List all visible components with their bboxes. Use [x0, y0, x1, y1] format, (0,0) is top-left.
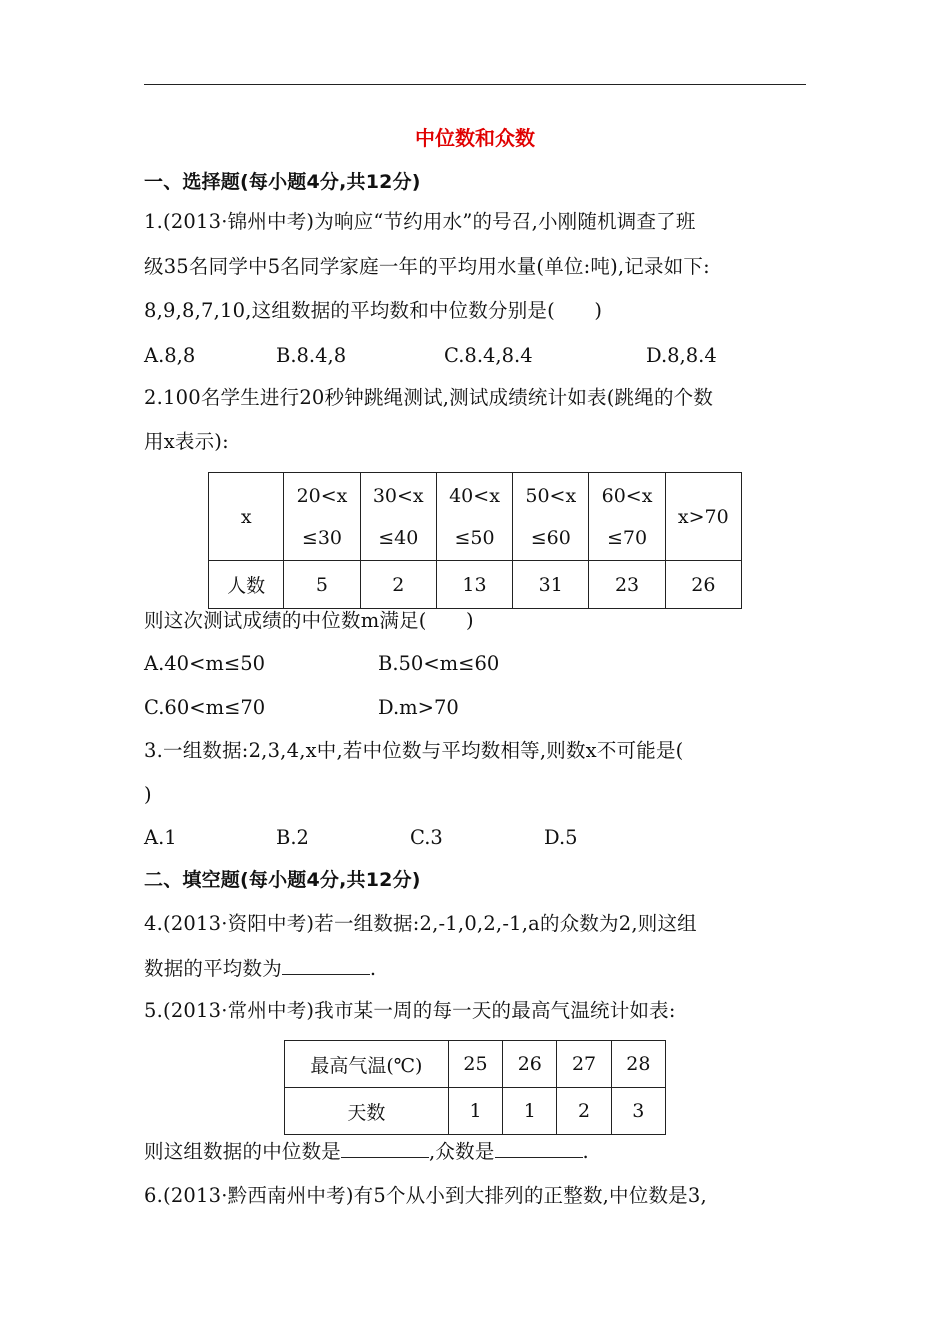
q2-range-cell — [436, 473, 512, 561]
q5-days-cell: 1 — [503, 1088, 557, 1135]
q2-count-cell: 2 — [360, 561, 436, 609]
q5-temp-cell: 25 — [448, 1041, 502, 1088]
q5-prefix: 则这组数据的中位数是 — [144, 1140, 342, 1163]
q5-suffix: . — [582, 1140, 589, 1163]
q2-range-cell — [360, 473, 436, 561]
q3-line-1: 3.一组数据:2,3,4,x中,若中位数与平均数相等,则数x不可能是( — [144, 739, 684, 762]
section-heading-fill: 二、填空题(每小题4分,共12分) — [144, 869, 421, 891]
q5-days-cell: 2 — [557, 1088, 611, 1135]
q2-option-a: A.40<m≤50 — [144, 652, 266, 675]
q2-range-lower: 60<x — [601, 484, 653, 507]
q4-line-1: 4.(2013·资阳中考)若一组数据:2,-1,0,2,-1,a的众数为2,则这组 — [144, 912, 697, 935]
q3-option-b: B.2 — [276, 826, 309, 849]
q5-temperature-table — [284, 1040, 666, 1135]
q2-range-upper: ≤40 — [378, 526, 419, 549]
q2-line-2: 用x表示): — [144, 430, 229, 453]
q5-temp-cell: 26 — [503, 1041, 557, 1088]
q3-option-d: D.5 — [544, 826, 578, 849]
q2-after-line: 则这次测试成绩的中位数m满足( ) — [144, 609, 474, 632]
q4-prefix: 数据的平均数为 — [144, 957, 282, 980]
section-heading-choice: 一、选择题(每小题4分,共12分) — [144, 171, 421, 193]
q1-option-a: A.8,8 — [144, 344, 196, 367]
q5-mid: ,众数是 — [429, 1140, 495, 1163]
q2-range-upper: ≤30 — [301, 526, 343, 549]
q6-line-1: 6.(2013·黔西南州中考)有5个从小到大排列的正整数,中位数是3, — [144, 1184, 707, 1207]
q5-row1-label: 最高气温(℃) — [285, 1041, 449, 1088]
q2-range-cell — [513, 473, 589, 561]
page-title: 中位数和众数 — [415, 126, 535, 150]
q2-option-b: B.50<m≤60 — [378, 652, 500, 675]
q2-count-cell: 31 — [513, 561, 589, 609]
q5-line-1: 5.(2013·常州中考)我市某一周的每一天的最高气温统计如表: — [144, 999, 676, 1022]
q2-range-cell: x>70 — [665, 473, 741, 561]
q2-range-lower: 40<x — [449, 484, 500, 507]
q2-count-cell: 5 — [284, 561, 360, 609]
q5-after-line — [144, 1137, 589, 1166]
q1-option-c: C.8.4,8.4 — [444, 344, 533, 367]
q2-range-cell — [589, 473, 665, 561]
q2-range-lower: 30<x — [372, 484, 424, 507]
q2-range-upper: ≤70 — [606, 526, 648, 549]
q2-count-cell: 13 — [436, 561, 512, 609]
q5-temp-cell: 27 — [557, 1041, 611, 1088]
q1-option-d: D.8,8.4 — [646, 344, 717, 367]
q2-range-cell — [284, 473, 360, 561]
q4-line-2 — [144, 954, 376, 983]
q5-temp-cell: 28 — [611, 1041, 665, 1088]
q3-line-2: ) — [144, 783, 152, 806]
q5-days-cell: 1 — [448, 1088, 502, 1135]
q2-option-c: C.60<m≤70 — [144, 696, 266, 719]
q4-suffix: . — [369, 957, 377, 980]
q2-range-lower: 50<x — [525, 484, 577, 507]
q2-row-label: 人数 — [209, 561, 284, 609]
q5-days-cell: 3 — [611, 1088, 665, 1135]
q2-range-upper: ≤50 — [454, 526, 495, 549]
q2-count-cell: 23 — [589, 561, 665, 609]
q4-answer-blank[interactable] — [282, 954, 370, 975]
q2-header-label: x — [209, 473, 284, 561]
q1-line-2: 级35名同学中5名同学家庭一年的平均用水量(单位:吨),记录如下: — [144, 255, 710, 278]
q3-option-a: A.1 — [144, 826, 177, 849]
q2-range-upper: ≤60 — [530, 526, 571, 549]
q2-range-lower: 20<x — [296, 484, 348, 507]
q2-line-1: 2.100名学生进行20秒钟跳绳测试,测试成绩统计如表(跳绳的个数 — [144, 386, 714, 409]
q2-count-cell: 26 — [665, 561, 741, 609]
q5-mode-blank[interactable] — [495, 1137, 583, 1158]
q1-line-1: 1.(2013·锦州中考)为响应“节约用水”的号召,小刚随机调查了班 — [144, 210, 696, 233]
q5-row2-label: 天数 — [285, 1088, 449, 1135]
header-rule — [144, 84, 806, 85]
q2-option-d: D.m>70 — [378, 696, 459, 719]
q3-option-c: C.3 — [410, 826, 443, 849]
q1-option-b: B.8.4,8 — [276, 344, 347, 367]
q5-median-blank[interactable] — [341, 1137, 429, 1158]
q1-line-3: 8,9,8,7,10,这组数据的平均数和中位数分别是( ) — [144, 299, 603, 322]
q2-score-table — [208, 472, 742, 609]
